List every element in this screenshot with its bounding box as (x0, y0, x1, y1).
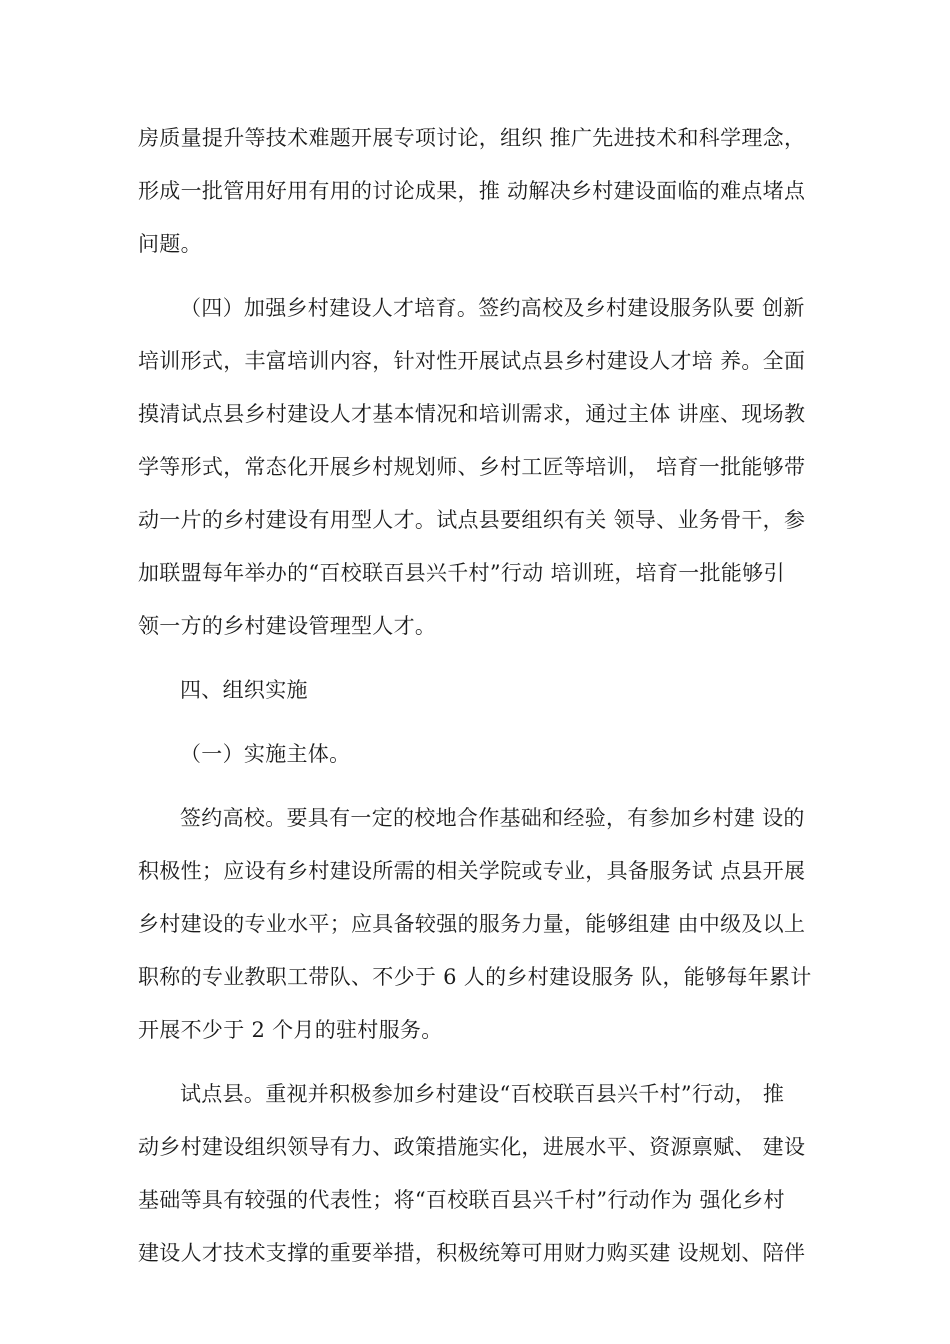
body-text-line: 培训形式，丰富培训内容，针对性开展试点县乡村建设人才培 养。全面 (138, 349, 806, 373)
body-text-line: 动乡村建设组织领导有力、政策措施实化，进展水平、资源禀赋、 建设 (138, 1135, 806, 1159)
body-text-line: 动一片的乡村建设有用型人才。试点县要组织有关 领导、业务骨干，参 (138, 508, 806, 532)
section-heading: 四、组织实施 (180, 678, 308, 702)
body-text-line: 建设人才技术支撑的重要举措，积极统筹可用财力购买建 设规划、陪伴 (138, 1241, 806, 1265)
body-text-line: 乡村建设的专业水平；应具备较强的服务力量，能够组建 由中级及以上 (138, 912, 806, 936)
body-text-line: 试点县。重视并积极参加乡村建设“百校联百县兴千村”行动， 推 (180, 1082, 785, 1106)
section-heading-paragraph: （四）加强乡村建设人才培育。签约高校及乡村建设服务队要 创新 (180, 296, 805, 320)
body-text-line: 问题。 (138, 232, 202, 256)
body-text-line: 学等形式，常态化开展乡村规划师、乡村工匠等培训， 培育一批能够带 (138, 455, 806, 479)
body-text-line: 形成一批管用好用有用的讨论成果，推 动解决乡村建设面临的难点堵点 (138, 179, 806, 203)
body-text-line: 签约高校。要具有一定的校地合作基础和经验，有参加乡村建 设的 (180, 806, 805, 830)
body-text-line: 房质量提升等技术难题开展专项讨论，组织 推广先进技术和科学理念， (138, 126, 806, 150)
body-text-line: 加联盟每年举办的“百校联百县兴千村”行动 培训班，培育一批能够引 (138, 561, 785, 585)
body-text-line: 摸清试点县乡村建设人才基本情况和培训需求，通过主体 讲座、现场教 (138, 402, 806, 426)
body-text-line: 基础等具有较强的代表性；将“百校联百县兴千村”行动作为 强化乡村 (138, 1188, 785, 1212)
body-text-line: 职称的专业教职工带队、不少于 6 人的乡村建设服务 队，能够每年累计 (138, 965, 812, 989)
body-text-line: 领一方的乡村建设管理型人才。 (138, 614, 437, 638)
body-text-line: 开展不少于 2 个月的驻村服务。 (138, 1018, 443, 1042)
subsection-heading: （一）实施主体。 (180, 742, 351, 766)
body-text-line: 积极性；应设有乡村建设所需的相关学院或专业，具备服务试 点县开展 (138, 859, 806, 883)
